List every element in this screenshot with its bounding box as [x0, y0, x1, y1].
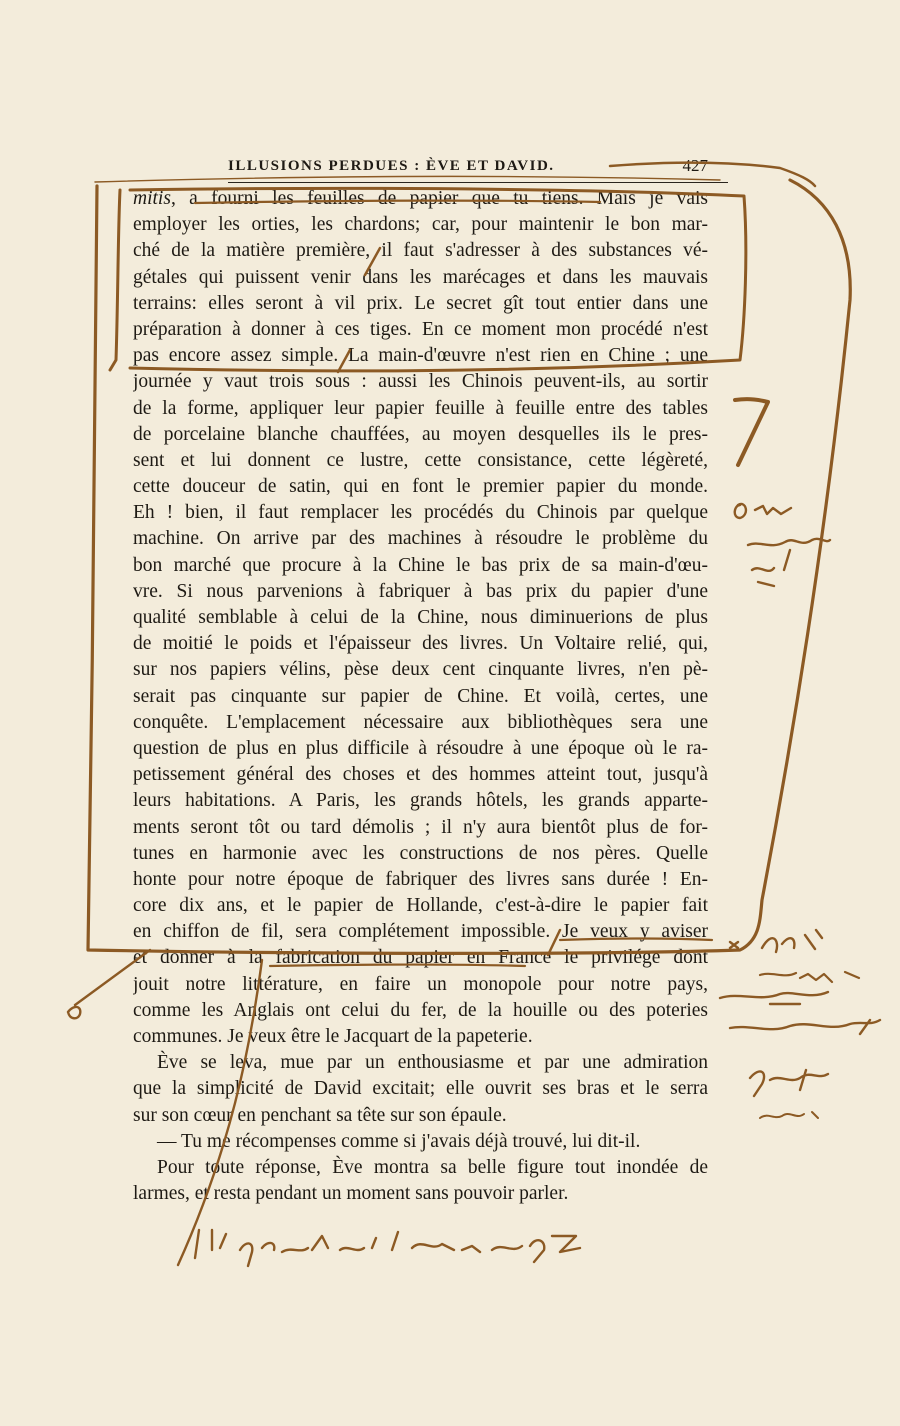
- margin-note-6: [720, 992, 828, 1004]
- text-line: employer les orties, les chardons; car, pour maintenir le bon mar-: [133, 214, 708, 236]
- text-line: honte pour notre époque de fabriquer des livres sans durée ! En-: [133, 868, 708, 890]
- text-line: de la forme, appliquer leur papier feuille à feuille entre des tables: [133, 397, 708, 419]
- text-line: comme les Anglais ont celui du fer, de la houille ou des poteries: [133, 999, 708, 1021]
- margin-note-7: [730, 1020, 880, 1034]
- margin-note-9: [760, 1112, 818, 1118]
- text-line: et donner à la fabrication du papier en France le privilége dont: [133, 947, 708, 969]
- text-line: Ève se leva, mue par un enthousiasme et par une admiration: [157, 1052, 708, 1074]
- margin-note-1: [735, 504, 791, 518]
- margin-note-4: [730, 930, 822, 952]
- bottom-handwriting: [195, 1230, 580, 1266]
- text-line: machine. On arrive par des machines à résoudre le problème du: [133, 528, 708, 550]
- text-line: sur nos papiers vélins, pèse deux cent cinquante livres, n'en pè-: [133, 659, 708, 681]
- text-line: — Tu me récompenses comme si j'avais déjà trouvé, lui dit-il.: [157, 1130, 641, 1152]
- margin-numeral-seven: [735, 399, 768, 465]
- text-line: core dix ans, et le papier de Hollande, c'est-à-dire le papier fait: [133, 895, 708, 917]
- text-line: en chiffon de fil, sera complétement impossible. Je veux y aviser: [133, 921, 708, 943]
- page-header: [228, 158, 728, 183]
- text-line: serait pas cinquante sur papier de Chine. Et voilà, certes, une: [133, 685, 708, 707]
- text-line: jouit notre littérature, en faire un monopole pour notre pays,: [133, 973, 708, 995]
- text-line: mitis, a fourni les feuilles de papier que tu tiens. Mais je vais: [133, 188, 708, 209]
- text-line: gétales qui puissent venir dans les marécages et dans les mauvais: [133, 266, 708, 288]
- text-line: qualité semblable à celui de la Chine, nous diminuerions de plus: [133, 607, 708, 628]
- page-number: 427: [682, 156, 708, 175]
- margin-note-2: [748, 539, 830, 570]
- text-line: conquête. L'emplacement nécessaire aux bibliothèques sera une: [133, 711, 708, 733]
- running-title: ILLUSIONS PERDUES : ÈVE ET DAVID.: [228, 158, 555, 174]
- text-line: bon marché que procure à la Chine le bas prix de sa main-d'œu-: [133, 554, 708, 576]
- text-line: question de plus en plus difficile à résoudre à une époque où le ra-: [133, 737, 708, 759]
- text-line: ché de la matière première, il faut s'adresser à des substances vé-: [133, 240, 708, 262]
- text-line: cette douceur de satin, qui en font le premier papier du monde.: [133, 476, 708, 498]
- italic-word: mitis: [133, 188, 171, 209]
- text-line: sent et lui donnent ce lustre, cette consistance, cette légèreté,: [133, 449, 708, 471]
- text-line: tunes en harmonie avec les constructions de nos pères. Quelle: [133, 842, 708, 864]
- text-line: Pour toute réponse, Ève montra sa belle figure tout inondée de: [157, 1156, 708, 1178]
- text-line: préparation à donner à ces tiges. En ce moment mon procédé n'est: [133, 318, 708, 340]
- text-line: leurs habitations. A Paris, les grands hôtels, les grands apparte-: [133, 790, 708, 812]
- text-line: pas encore assez simple. La main-d'œuvre n'est rien en Chine ; une: [133, 345, 708, 367]
- text-line: larmes, et resta pendant un moment sans pouvoir parler.: [133, 1183, 569, 1205]
- text-line: de moitié le poids et l'épaisseur des livres. Un Voltaire relié, qui,: [133, 633, 708, 655]
- margin-note-3: [752, 568, 774, 586]
- text-line: communes. Je veux être le Jacquart de la papeterie.: [133, 1026, 533, 1047]
- text-line: ments seront tôt ou tard démolis ; il n'y aura bientôt plus de for-: [133, 816, 708, 838]
- text-line: journée y vaut trois sous : aussi les Chinois peuvent-ils, au sortir: [133, 371, 708, 393]
- margin-note-5: [760, 972, 859, 982]
- body-text: [133, 186, 708, 1207]
- text-line: vre. Si nous parvenions à fabriquer à bas prix du papier d'une: [133, 580, 708, 602]
- margin-note-8: [750, 1070, 828, 1096]
- text-line: sur son cœur en penchant sa tête sur son épaule.: [133, 1104, 507, 1126]
- text-line: Eh ! bien, il faut remplacer les procédés du Chinois par quelque: [133, 502, 708, 524]
- text-line: que la simplicité de David excitait; elle ouvrit ses bras et le serra: [133, 1078, 708, 1100]
- text-line: de porcelaine blanche chauffées, au moyen desquelles ils le pres-: [133, 423, 708, 445]
- text-line: petissement général des choses et des hommes atteint tout, jusqu'à: [133, 764, 708, 786]
- text-line: terrains: elles seront à vil prix. Le secret gît tout entier dans une: [133, 292, 708, 314]
